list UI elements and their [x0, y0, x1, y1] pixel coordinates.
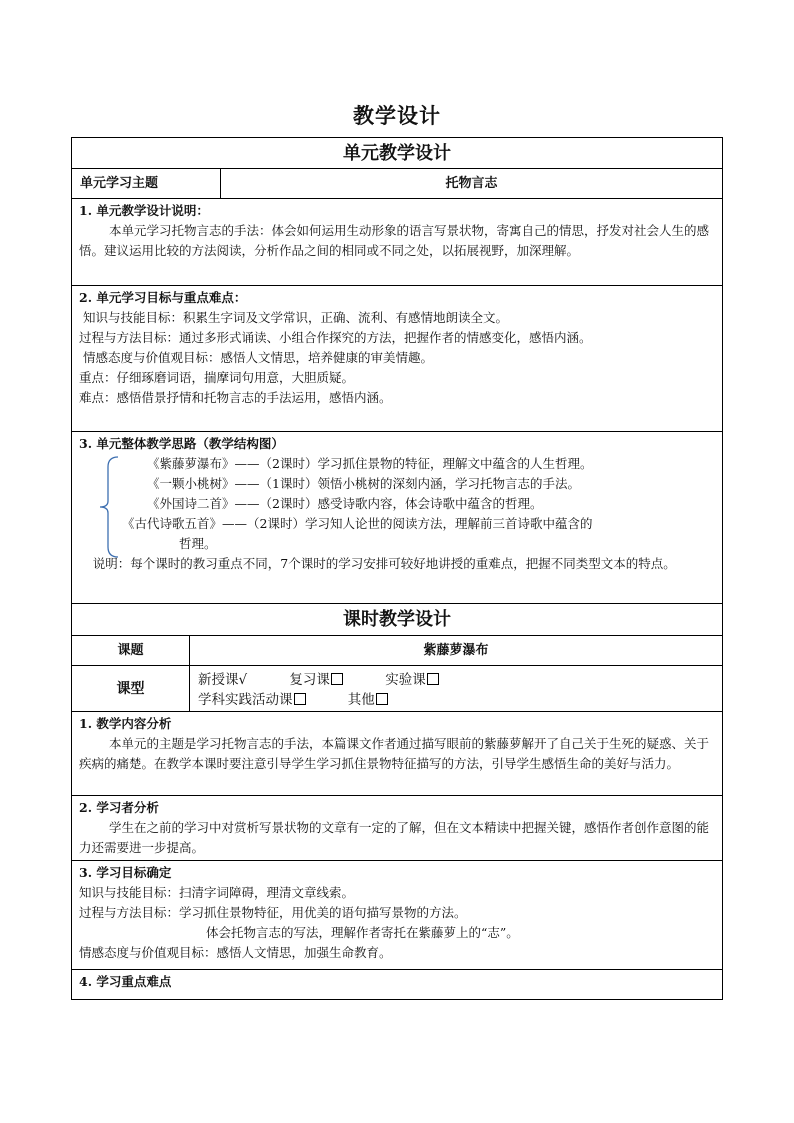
lesson-title-row: [71, 636, 723, 666]
lesson-goal-knowledge: 知识与技能目标：扫清字词障碍，理清文章线索。: [79, 885, 355, 900]
lesson-type-label: 课型: [72, 666, 190, 711]
lesson-title-label: 课题: [72, 636, 190, 665]
page-title: 教学设计: [353, 103, 441, 128]
structure-line-4-cont: 哲理。: [179, 536, 217, 551]
structure-line-3: 《外国诗二首》——（2课时）感受诗歌内容，体会诗歌中蕴含的哲理。: [147, 496, 543, 511]
unit-section-1-text: 本单元学习托物言志的手法：体会如何运用生动形象的语言写景状物，寄寓自己的情思，抒发对社会人生的感悟。建议运用比较的方法阅读，分析作品之间的相同或不同之处，以拓展视野，加深理解。: [79, 223, 710, 258]
lesson-type-row: [71, 666, 723, 712]
unit-section-3: [71, 432, 723, 604]
unit-goal-emotion: 情感态度与价值观目标：感悟人文情思，培养健康的审美情趣。: [83, 350, 434, 365]
lesson-section-1-text: 本单元的主题是学习托物言志的手法，本篇课文作者通过描写眼前的紫藤萝解开了自己关于生死的疑惑、关于疾病的痛楚。在教学本课时要注意引导学生学习抓住景物特征描写的方法，引导学生感悟生命的美好与活力。: [79, 736, 710, 771]
checkbox-icon: [376, 693, 388, 705]
structure-line-1: 《紫藤萝瀑布》——（2课时）学习抓住景物的特征，理解文中蕴含的人生哲理。: [147, 456, 593, 471]
unit-section-3-title: 3. 单元整体教学思路（教学结构图）: [79, 436, 284, 451]
lesson-section-4-title: 4. 学习重点难点: [79, 974, 172, 989]
unit-goal-process: 过程与方法目标：通过多形式诵读、小组合作探究的方法，把握作者的情感变化，感悟内涵。: [79, 330, 592, 345]
checkbox-icon: [427, 673, 439, 685]
lesson-section-2: [71, 796, 723, 861]
lesson-section-3: [71, 861, 723, 970]
lesson-section-2-title: 2. 学习者分析: [79, 800, 159, 815]
lesson-section-3-title: 3. 学习目标确定: [79, 865, 172, 880]
check-mark-icon: √: [238, 672, 248, 688]
unit-goal-knowledge: 知识与技能目标：积累生字词及文学常识，正确、流利、有感情地朗读全文。: [83, 310, 509, 325]
type-option-review: 复习课: [289, 672, 343, 688]
checkbox-icon: [331, 673, 343, 685]
lesson-section-4: [71, 970, 723, 1000]
lesson-goal-process-cont: 体会托物言志的写法，理解作者寄托在紫藤萝上的“志”。: [206, 925, 519, 940]
lesson-design-header: 课时教学设计: [71, 604, 723, 636]
type-option-new: 新授课√: [198, 672, 248, 688]
lesson-section-2-text: 学生在之前的学习中对赏析写景状物的文章有一定的了解，但在文本精读中把握关键，感悟作者创作意图的能力还需要进一步提高。: [79, 820, 710, 855]
unit-theme-label: 单元学习主题: [72, 169, 221, 198]
structure-line-4: 《古代诗歌五首》——（2课时）学习知人论世的阅读方法，理解前三首诗歌中蕴含的: [122, 516, 593, 531]
checkbox-icon: [294, 693, 306, 705]
lesson-goal-process: 过程与方法目标：学习抓住景物特征，用优美的语句描写景物的方法。: [79, 905, 467, 920]
unit-theme-row: [71, 169, 723, 199]
lesson-title-value: 紫藤萝瀑布: [423, 643, 489, 658]
lesson-type-options: [190, 666, 722, 711]
type-option-experiment: 实验课: [385, 672, 439, 688]
lesson-goal-emotion: 情感态度与价值观目标：感悟人文情思，加强生命教育。: [79, 945, 392, 960]
lesson-plan-table: [71, 137, 723, 1000]
unit-difficult-point: 难点：感悟借景抒情和托物言志的手法运用，感悟内涵。: [79, 390, 392, 405]
unit-design-header: 单元教学设计: [71, 137, 723, 169]
unit-structure-note: 说明：每个课时的教习重点不同，7个课时的学习安排可较好地讲授的重难点，把握不同类型文本的特点。: [92, 556, 676, 571]
lesson-section-1-title: 1. 教学内容分析: [79, 716, 172, 731]
unit-section-1: [71, 199, 723, 286]
lesson-section-1: [71, 712, 723, 796]
type-option-other: 其他: [348, 692, 388, 708]
type-option-practice: 学科实践活动课: [198, 692, 306, 708]
structure-line-2: 《一颗小桃树》——（1课时）领悟小桃树的深刻内涵，学习托物言志的手法。: [147, 476, 580, 491]
unit-section-2: [71, 286, 723, 432]
unit-theme-value: 托物言志: [445, 176, 498, 191]
unit-section-1-title: 1. 单元教学设计说明：: [79, 203, 209, 218]
unit-section-2-title: 2. 单元学习目标与重点难点：: [79, 290, 247, 305]
unit-key-point: 重点：仔细琢磨词语，揣摩词句用意，大胆质疑。: [79, 370, 355, 385]
